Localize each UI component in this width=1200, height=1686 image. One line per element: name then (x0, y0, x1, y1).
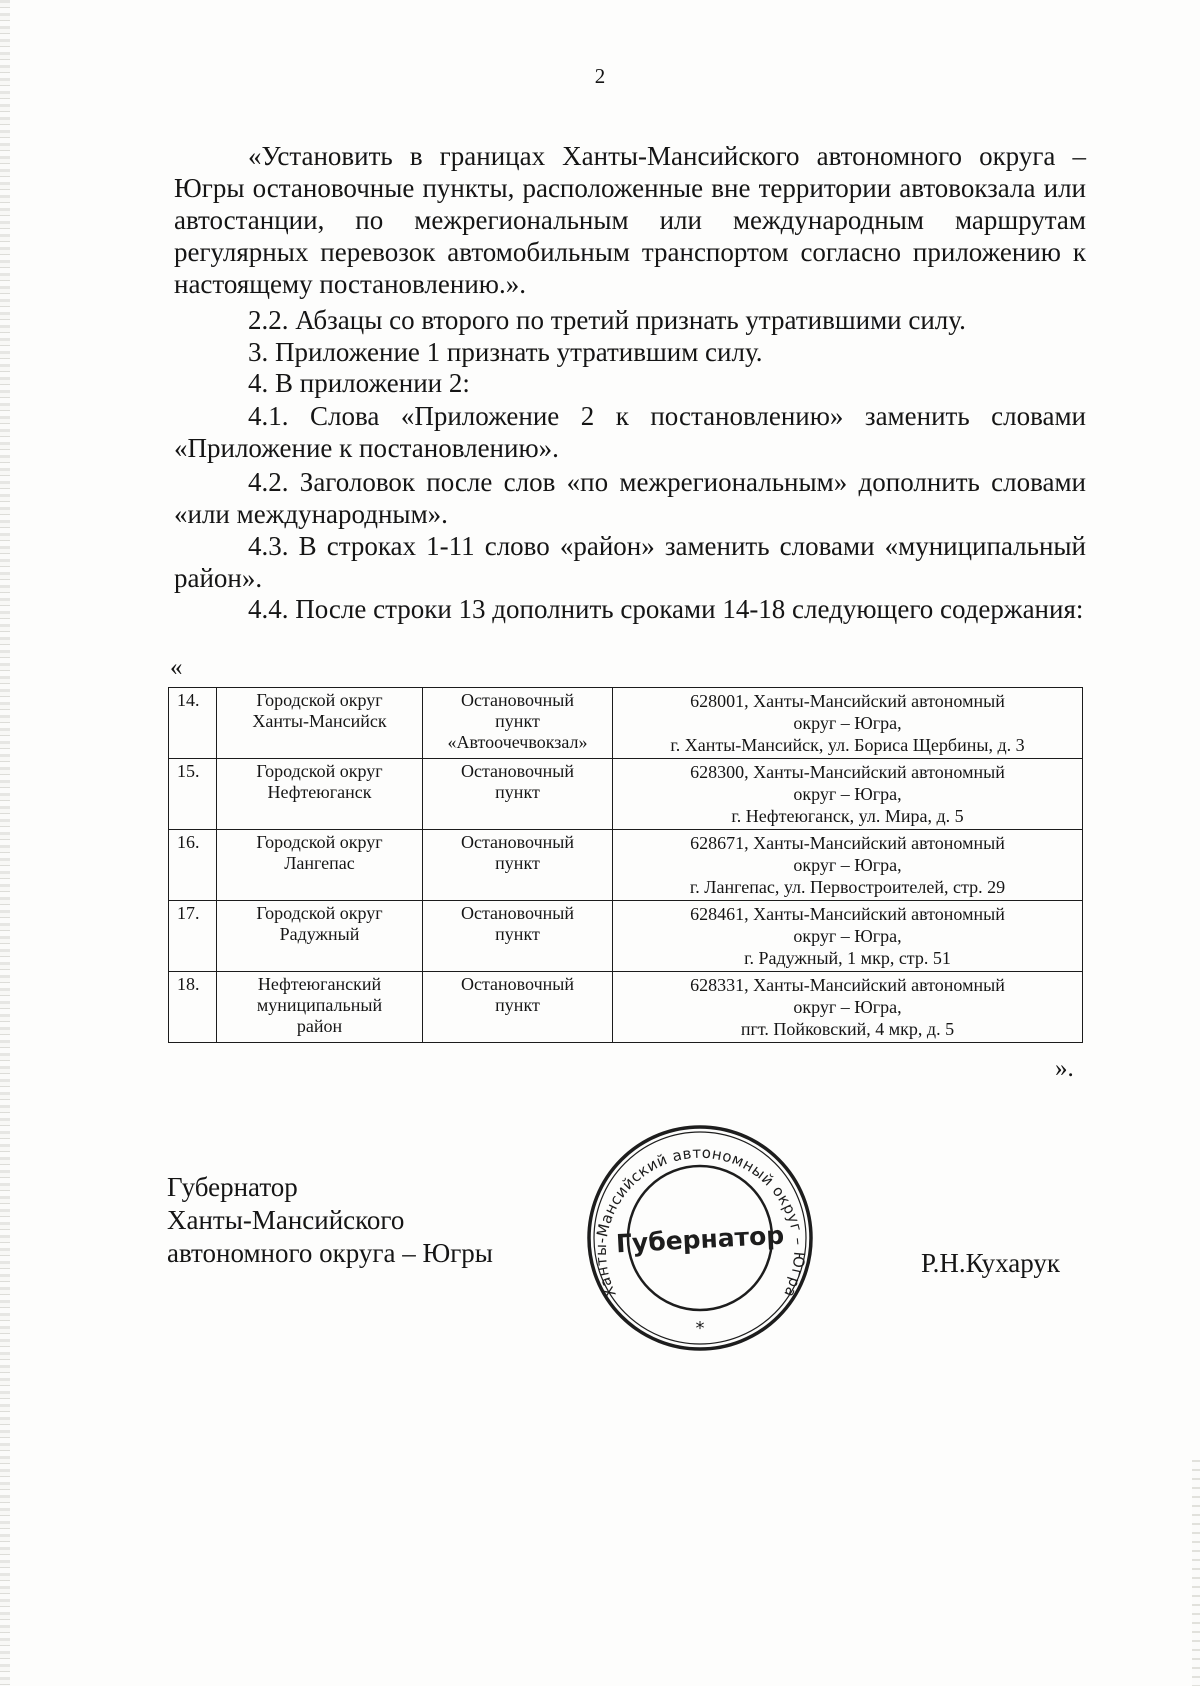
item-4: 4. В приложении 2: (248, 368, 470, 398)
signer-title-line: Ханты-Мансийского (167, 1205, 405, 1235)
municipality-line: Нефтеюганский (257, 974, 382, 994)
address-line: г. Лангепас, ул. Первостроителей, стр. 29 (689, 877, 1006, 897)
municipality-cell (217, 688, 423, 759)
signer-title-line: Губернатор (167, 1172, 298, 1202)
stamp-center-text: Губернатор (615, 1220, 785, 1259)
quote-open: « (170, 654, 183, 681)
stop-type-line: пункт (495, 853, 540, 873)
stop-type-line: Остановочный (460, 903, 575, 923)
municipality-cell (217, 830, 423, 901)
municipality-line: Городской округ (256, 832, 383, 852)
stop-type-line: пункт (495, 924, 540, 944)
table-row (169, 830, 1083, 901)
stops-table (168, 687, 1083, 1043)
item-4-1: 4.1. Слова «Приложение 2 к постановлению» заменить словами «Приложение к постановлению». (174, 401, 1086, 463)
address-line: округ – Югра, (793, 855, 902, 875)
page-number: 2 (594, 64, 606, 88)
address-line: округ – Югра, (793, 784, 902, 804)
scan-edge-right (1192, 1460, 1200, 1686)
stop-type-line: Остановочный (460, 690, 575, 710)
address-line: г. Нефтеюганск, ул. Мира, д. 5 (731, 806, 964, 826)
table-row (169, 901, 1083, 972)
row-number-cell: 14. (169, 688, 217, 759)
official-seal-stamp (584, 1122, 816, 1354)
item-4-3: 4.3. В строках 1-11 слово «район» заменить словами «муниципальный район». (174, 531, 1086, 593)
stop-type-line: пункт (495, 782, 540, 802)
municipality-line: Лангепас (284, 853, 355, 873)
table-row (169, 759, 1083, 830)
stop-type-line: «Автоочечвокзал» (447, 732, 588, 752)
municipality-line: Радужный (279, 924, 360, 944)
address-line: пгт. Пойковский, 4 мкр, д. 5 (740, 1019, 955, 1039)
item-3: 3. Приложение 1 признать утратившим силу. (248, 337, 763, 367)
municipality-line: муниципальный (256, 995, 383, 1015)
municipality-line: Городской округ (256, 761, 383, 781)
stop-type-cell (423, 901, 613, 972)
address-line: 628331, Ханты-Мансийский автономный (690, 975, 1005, 995)
stop-type-line: Остановочный (460, 974, 575, 994)
municipality-line: Нефтеюганск (267, 782, 372, 802)
stamp-ring-text: Ханты-Мансийский автономный округ – Югра (591, 1143, 809, 1301)
address-line: г. Радужный, 1 мкр, стр. 51 (744, 948, 951, 968)
stop-type-line: пункт (495, 711, 540, 731)
address-line: 628461, Ханты-Мансийский автономный (690, 904, 1005, 924)
municipality-line: Ханты-Мансийск (252, 711, 387, 731)
table-row (169, 972, 1083, 1043)
municipality-line: Городской округ (256, 690, 383, 710)
address-line: 628300, Ханты-Мансийский автономный (690, 762, 1005, 782)
stop-type-line: Остановочный (460, 832, 575, 852)
municipality-line: район (296, 1016, 343, 1036)
item-2-2: 2.2. Абзацы со второго по третий признать утратившими силу. (248, 305, 966, 335)
address-cell (613, 901, 1083, 972)
row-number-cell: 15. (169, 759, 217, 830)
address-line: г. Ханты-Мансийск, ул. Бориса Щербины, д. 3 (670, 735, 1025, 755)
address-line: 628001, Ханты-Мансийский автономный (690, 691, 1005, 711)
row-number-cell: 18. (169, 972, 217, 1043)
stop-type-line: пункт (495, 995, 540, 1015)
address-cell (613, 972, 1083, 1043)
table-row (169, 688, 1083, 759)
address-cell (613, 759, 1083, 830)
stop-type-cell (423, 972, 613, 1043)
address-line: округ – Югра, (793, 926, 902, 946)
municipality-cell (217, 972, 423, 1043)
stop-type-cell (423, 830, 613, 901)
stamp-star-icon: * (695, 1318, 705, 1339)
row-number-cell: 16. (169, 830, 217, 901)
signature-name: Р.Н.Кухарук (921, 1248, 1061, 1278)
municipality-line: Городской округ (256, 903, 383, 923)
intro-paragraph: «Установить в границах Ханты-Мансийского автономного округа – Югры остановочные пункты, расположенные вне территории автовокзала или автостанции, по межрегиональным или международным маршрутам регулярных перевозок автомобильным транспортом согласно приложению к настоящему постановлению.». (174, 141, 1086, 299)
item-4-4: 4.4. После строки 13 дополнить сроками 14-18 следующего содержания: (248, 594, 1084, 624)
address-line: 628671, Ханты-Мансийский автономный (690, 833, 1005, 853)
scan-edge-left (0, 0, 10, 1686)
signer-block (167, 1171, 493, 1270)
stop-type-line: Остановочный (460, 761, 575, 781)
item-4-2: 4.2. Заголовок после слов «по межрегиональным» дополнить словами «или международным». (174, 467, 1086, 529)
stop-type-cell (423, 759, 613, 830)
quote-close: ». (1055, 1055, 1074, 1082)
address-cell (613, 688, 1083, 759)
municipality-cell (217, 759, 423, 830)
signer-title-line: автономного округа – Югры (167, 1238, 493, 1268)
stop-type-cell (423, 688, 613, 759)
address-line: округ – Югра, (793, 713, 902, 733)
row-number-cell: 17. (169, 901, 217, 972)
municipality-cell (217, 901, 423, 972)
address-line: округ – Югра, (793, 997, 902, 1017)
address-cell (613, 830, 1083, 901)
